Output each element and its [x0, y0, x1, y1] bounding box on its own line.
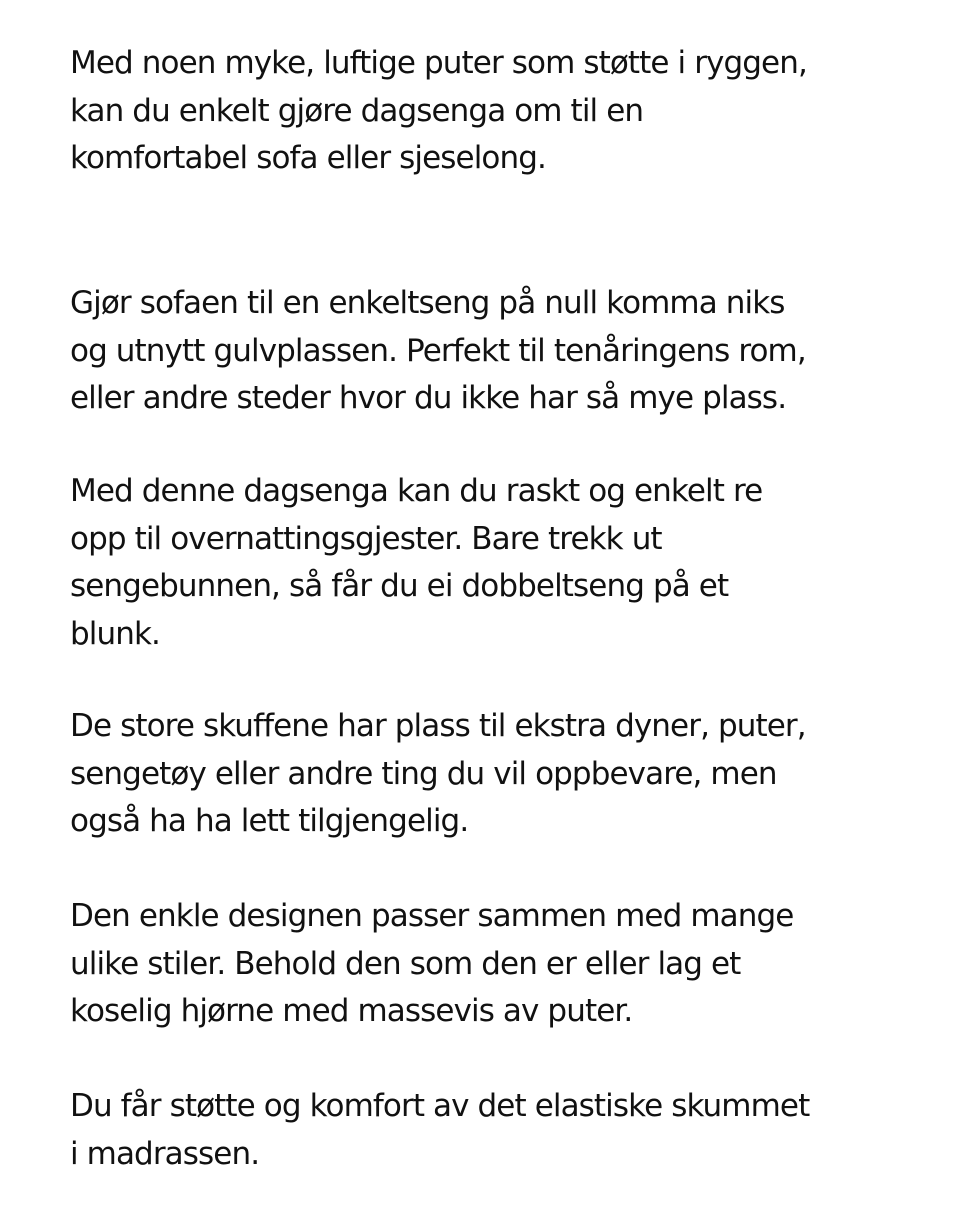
- text-line: Med denne dagsenga kan du raskt og enkelt re: [70, 473, 763, 509]
- text-line: ulike stiler. Behold den som den er eller lag et: [70, 945, 741, 982]
- text-line: og utnytt gulvplassen. Perfekt til tenåringens rom,: [70, 332, 806, 369]
- paragraph-cushions-sofa: [70, 40, 807, 183]
- paragraph-design: [70, 893, 793, 1036]
- text-line: sengetøy eller andre ting du vil oppbevare, men: [70, 755, 777, 792]
- text-line: også ha ha lett tilgjengelig.: [70, 803, 469, 839]
- paragraph-mattress: [70, 1083, 809, 1178]
- text-line: opp til overnattingsgjester. Bare trekk ut: [70, 520, 662, 557]
- text-line: Med noen myke, luftige puter som støtte i ryggen,: [70, 45, 807, 81]
- text-line: Du får støtte og komfort av det elastiske skummet: [70, 1088, 810, 1124]
- text-line: kan du enkelt gjøre dagsenga om til en: [70, 92, 644, 129]
- text-line: Gjør sofaen til en enkeltseng på null komma niks: [70, 285, 785, 321]
- text-line: sengebunnen, så får du ei dobbeltseng på et: [70, 568, 729, 604]
- text-line: De store skuffene har plass til ekstra dyner, puter,: [70, 708, 806, 744]
- text-line: Den enkle designen passer sammen med mange: [70, 898, 794, 934]
- paragraph-drawers: [70, 703, 806, 846]
- text-line: koselig hjørne med massevis av puter.: [70, 993, 633, 1029]
- text-line: eller andre steder hvor du ikke har så mye plass.: [70, 380, 787, 416]
- text-line: blunk.: [70, 615, 160, 652]
- text-line: komfortabel sofa eller sjeselong.: [70, 140, 546, 176]
- text-line: i madrassen.: [70, 1135, 260, 1172]
- paragraph-single-bed: [70, 280, 806, 423]
- paragraph-double-bed: [70, 468, 762, 658]
